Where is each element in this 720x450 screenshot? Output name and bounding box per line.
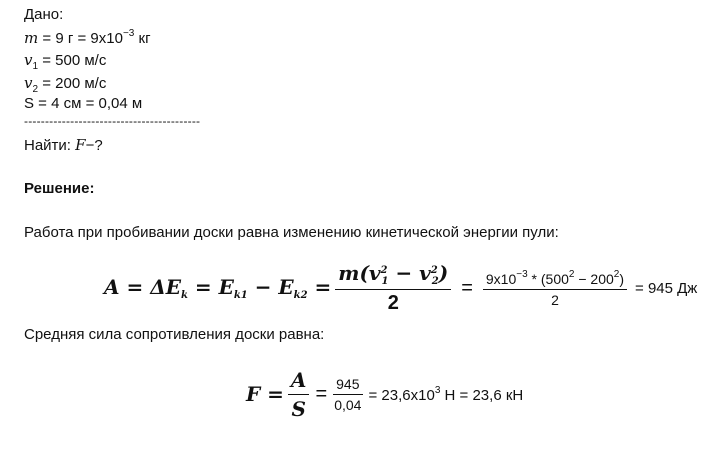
v2-symbol: $v_2$	[24, 74, 39, 95]
eq2-lhs: F =	[246, 382, 284, 406]
eq2-symbolic-numerator: A	[288, 368, 310, 395]
eq2-equals: =	[315, 382, 328, 405]
given-header: Дано:	[24, 6, 64, 23]
eq2-fraction-symbolic	[288, 368, 310, 421]
eq2-numeric-numerator: 945	[333, 376, 362, 395]
v1-symbol: $v_1$	[24, 51, 39, 72]
work-equation	[104, 258, 697, 318]
find-label: Найти:	[24, 137, 76, 154]
find-question: −?	[85, 137, 103, 154]
solution-header: Решение:	[24, 180, 95, 197]
v2-value: 200 м/с	[55, 75, 107, 92]
eq1-equals: =	[461, 276, 473, 299]
find-line	[24, 136, 103, 154]
eq1-numeric-numerator: $9х10^{-3} * (500^2 - 200^2)$	[483, 269, 627, 290]
mass-exponent: −3	[122, 28, 135, 39]
solution-text-work: Работа при пробивании доски равна изменению кинетической энергии пули:	[24, 224, 559, 241]
solution-text-force: Средняя сила сопротивления доски равна:	[24, 326, 325, 343]
eq2-symbolic-denominator: S	[291, 396, 306, 421]
eq2-numeric-denominator: 0,04	[334, 396, 362, 413]
separator: ------------------------------------------	[24, 114, 201, 128]
eq1-numeric-denominator: 2	[551, 291, 559, 308]
force-equation	[246, 366, 523, 422]
given-distance: S = 4 см = 0,04 м	[24, 95, 143, 112]
given-mass: m = 9 $г = 9х10^{-3}$ кг	[24, 28, 151, 47]
eq1-fraction-symbolic	[335, 261, 451, 315]
mass-unit: кг	[134, 30, 151, 47]
eq1-result: = 945 Дж	[635, 279, 698, 297]
eq2-result: = $23,6х10^3$ Н = 23,6 кН	[368, 384, 524, 404]
eq1-lhs: $A = \Delta E_k = E_{k1} - E_{k2}$ =	[104, 275, 332, 301]
eq1-fraction-numeric	[483, 269, 627, 308]
given-v2: $v_2 = 200$ м/с	[24, 74, 107, 95]
eq1-symbolic-numerator: $m(v^2_1 - v^2_2)$	[335, 261, 451, 290]
find-variable: F	[75, 136, 86, 154]
v1-value: 500 м/с	[55, 52, 107, 69]
eq2-fraction-numeric	[333, 376, 362, 413]
given-v1: $v_1 = 500$ м/с	[24, 51, 107, 72]
eq1-symbolic-denominator: 2	[387, 292, 399, 314]
mass-symbol: m	[24, 29, 39, 47]
mass-value: 9 г = 9х10	[55, 30, 123, 47]
